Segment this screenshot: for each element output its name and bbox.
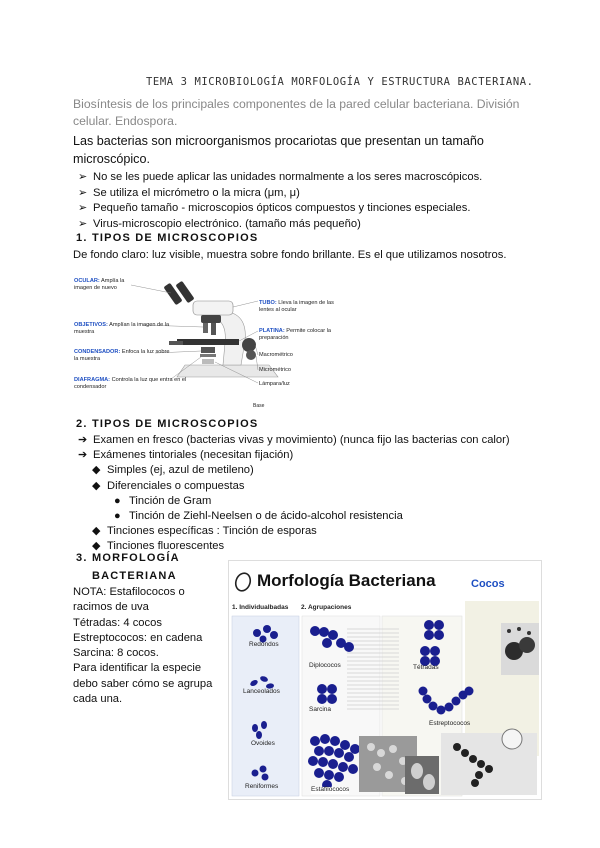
tetradas-label: Tétradas — [413, 664, 439, 671]
diamond-icon: ◆ — [92, 540, 101, 553]
section-heading-1: 1. TIPOS DE MICROSCOPIOS — [76, 232, 259, 244]
col-individual-label: 1. Individualbadas — [232, 604, 289, 611]
page-title: TEMA 3 MICROBIOLOGÍA MORFOLOGÍA Y ESTRUCTURA BACTERIANA. — [146, 76, 534, 88]
arrowhead-icon: ➢ — [78, 186, 88, 199]
ocular-label: OCULAR: Amplía la imagen de nuevo — [74, 278, 125, 291]
morphology-title: Morfología Bacteriana — [257, 571, 436, 590]
macrometrico-label: Macrométrico — [259, 352, 293, 358]
diafragma-label: DIAFRAGMA: Controla la luz que entra en el condensador — [74, 377, 187, 390]
list-item: ➢ Pequeño tamaño - microscopios ópticos compuestos y tinciones especiales. — [78, 201, 482, 217]
microscope-figure — [73, 273, 343, 409]
list-item: ➔ Exámenes tintoriales (necesitan fijación) — [78, 448, 510, 463]
intro-text: Biosíntesis de los principales componentes de la pared celular bacteriana. División celular. Endospora. — [73, 97, 520, 128]
list-item: ◆ Simples (ej, azul de metileno) — [78, 463, 510, 478]
list-item: ➢ No se les puede aplicar las unidades normalmente a los seres macroscópicos. — [78, 170, 482, 186]
diamond-icon: ◆ — [92, 464, 101, 477]
diamond-icon: ◆ — [92, 479, 101, 492]
list-item: ◆ Tinciones específicas : Tinción de esporas — [78, 524, 510, 539]
list-item: ● Tinción de Ziehl-Neelsen o de ácido-alcohol resistencia — [78, 509, 510, 524]
arrowhead-icon: ➢ — [78, 217, 88, 230]
bullet-list — [78, 170, 482, 232]
estafilococos-label: Estafilococos — [311, 786, 350, 793]
arrow-icon: ➔ — [78, 449, 88, 462]
list-item: ◆ Diferenciales o compuestas — [78, 479, 510, 494]
staining-list — [78, 433, 510, 555]
micrometrico-label: Micrométrico — [259, 367, 292, 373]
base-label: Base — [253, 403, 265, 409]
list-item: ◆ Tinciones fluorescentes — [78, 539, 510, 554]
list-item: ➢ Virus-microscopio electrónico. (tamaño más pequeño) — [78, 217, 482, 233]
arrowhead-icon: ➢ — [78, 171, 88, 183]
condensador-label: CONDENSADOR: Enfoca la luz sobre la muestra — [74, 349, 170, 362]
tubo-label: TUBO: Lleva la imagen de las lentes al ocular — [259, 300, 334, 313]
fondo-claro-text: De fondo claro: luz visible, muestra sobre fondo brillante. Es el que utilizamos nosotros. — [73, 249, 507, 261]
estreptococos-label: Estreptococos — [429, 720, 471, 727]
redondos-label: Redondos — [249, 641, 279, 648]
section-heading-3-line2: BACTERIANA — [92, 570, 177, 582]
arrow-icon: ➔ — [78, 434, 88, 446]
list-item: ➔ Examen en fresco (bacterias vivas y movimiento) (nunca fijo las bacterias con calor) — [78, 433, 510, 448]
list-item: ➢ Se utiliza el micrómetro o la micra (μm, μ) — [78, 186, 482, 202]
diplococos-label: Diplococos — [309, 662, 341, 669]
platina-label: PLATINA: Permite colocar la preparación — [259, 328, 332, 341]
ovoides-label: Ovoides — [251, 740, 275, 747]
intro-paragraph: Las bacterias son microorganismos procariotas que presentan un tamaño microscópico. — [73, 134, 484, 166]
section-heading-3: 3. MORFOLOGÍA — [76, 552, 180, 564]
cocos-label: Cocos — [471, 578, 505, 590]
note-block: NOTA: Estafilococos o racimos de uva Tétradas: 4 cocos Estreptococos: en cadena Sarcina: 8 cocos. Para identificar la especie debo saber cómo se agrupa cada una. — [73, 586, 213, 706]
dot-icon: ● — [114, 510, 121, 523]
morphology-illustration — [229, 561, 541, 799]
morphology-figure — [228, 560, 542, 800]
sarcina-label: Sarcina — [309, 706, 332, 713]
arrowhead-icon: ➢ — [78, 202, 88, 214]
lanceolados-label: Lanceolados — [243, 688, 280, 695]
dot-icon: ● — [114, 494, 121, 507]
lampara-label: Lámpara/luz — [259, 381, 290, 387]
reniformes-label: Reniformes — [245, 783, 279, 790]
section-heading-2: 2. TIPOS DE MICROSCOPIOS — [76, 418, 259, 430]
objetivos-label: OBJETIVOS: Amplían la imagen de la muestra — [74, 322, 170, 335]
diamond-icon: ◆ — [92, 525, 101, 538]
col-agrupaciones-label: 2. Agrupaciones — [301, 604, 352, 611]
list-item: ● Tinción de Gram — [78, 494, 510, 509]
